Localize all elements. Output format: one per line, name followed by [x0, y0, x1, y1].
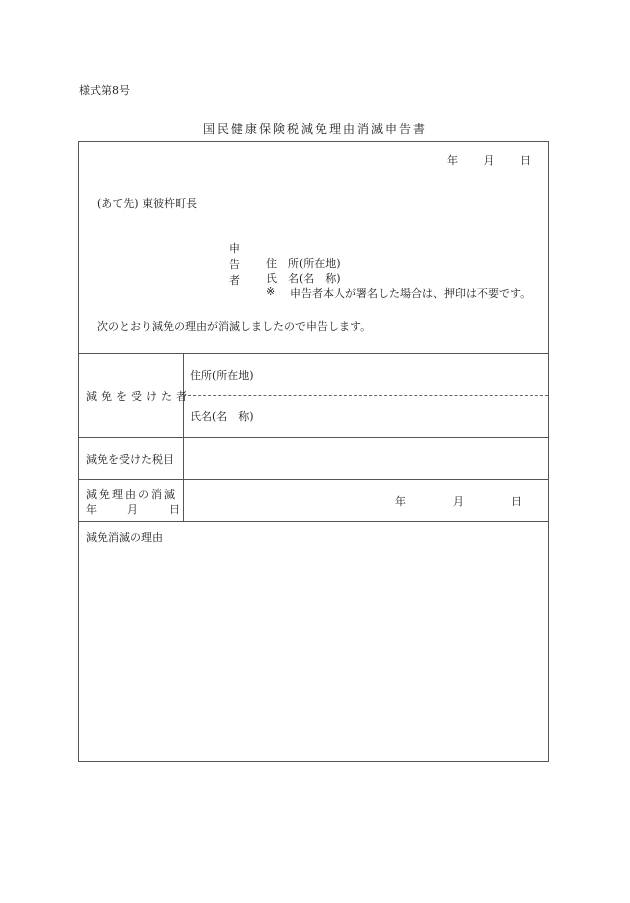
reason-label: 減免消滅の理由: [86, 531, 163, 544]
dashed-divider: [183, 395, 548, 396]
divider: [79, 353, 548, 354]
signature-note: 申告者本人が署名した場合は、押印は不要です。: [290, 287, 532, 300]
date-year: 年: [447, 154, 458, 167]
reason-field[interactable]: [85, 546, 541, 756]
tax-item-label: 減免を受けた税目: [86, 453, 174, 466]
reason-date-year: 年: [395, 495, 406, 508]
date-month: 月: [483, 154, 495, 167]
divider: [79, 521, 548, 522]
recipient-name-label: 氏名(名 称): [190, 410, 254, 423]
divider: [79, 479, 548, 480]
reason-date-label-line1: 減免理由の消滅: [86, 488, 177, 501]
form-number: 様式第8号: [79, 84, 130, 97]
addressee: (あて先) 東彼杵町長: [97, 197, 198, 210]
submission-date: [425, 152, 531, 168]
declarant-label: 申告者: [229, 242, 240, 287]
reason-date-day: 日: [511, 495, 522, 508]
recipient-address-label: 住所(所在地): [190, 369, 254, 382]
form-frame: [78, 141, 549, 762]
signature-note-mark: ※: [266, 285, 276, 298]
reason-date-month: 月: [453, 495, 464, 508]
tax-item-field[interactable]: [185, 439, 545, 477]
declarant-address-label: 住 所(所在地): [266, 257, 341, 270]
reason-date-label-line2-month: 月: [127, 503, 138, 516]
document-title: 国民健康保険税減免理由消滅申告書: [202, 122, 427, 136]
recipient-label: 減免を受けた者: [86, 390, 191, 403]
statement: 次のとおり減免の理由が消滅しましたので申告します。: [97, 320, 372, 333]
reason-date-label-line2-day: 日: [169, 503, 180, 516]
divider: [79, 437, 548, 438]
declarant-name-label: 氏 名(名 称): [266, 272, 341, 285]
date-day: 日: [520, 154, 531, 167]
reason-date-label-line2-year: 年: [86, 503, 97, 516]
